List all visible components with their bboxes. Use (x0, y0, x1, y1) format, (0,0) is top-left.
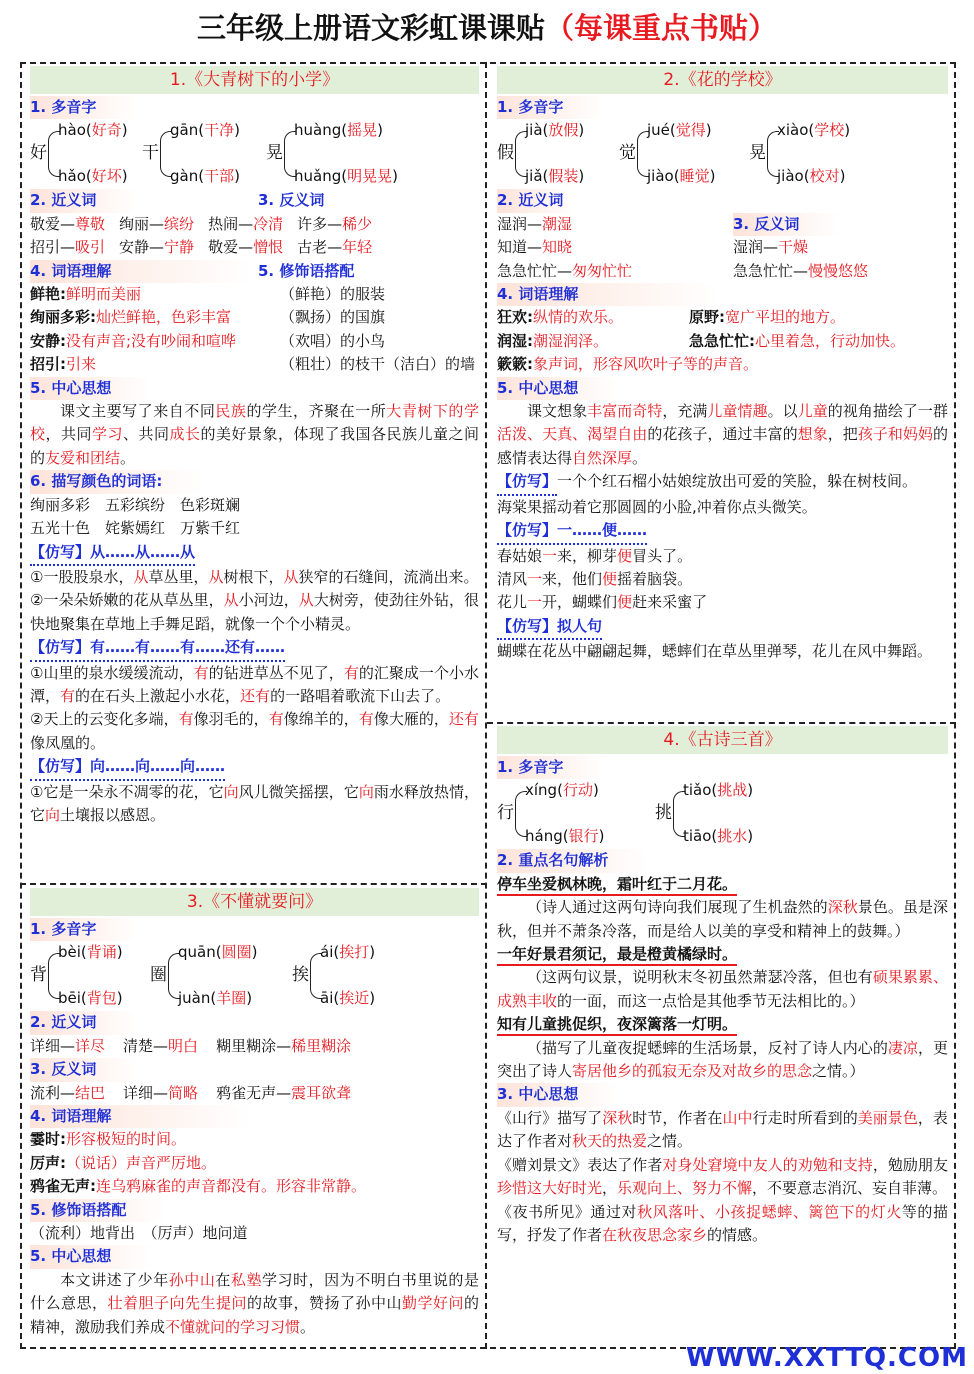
synonym-antonym-block (497, 189, 948, 283)
lesson-3-panel (22, 886, 485, 1348)
word-definition: 招引:引来 （粗壮）的枝干（洁白）的墙 (30, 353, 479, 376)
word-definition: 狂欢:纵情的欢乐。 原野:宽广平坦的地方。 (497, 308, 846, 327)
watermark: WWW.XXTTQ.COM (686, 1342, 968, 1373)
word-pair: 知道—知晓 (497, 238, 573, 257)
color-words: 五光十色 姹紫嫣红 万紫千红 (30, 519, 241, 538)
highlight: 自然深厚 (572, 448, 633, 467)
polyphone-char: 背 (30, 965, 47, 986)
color-words: 绚丽多彩 五彩缤纷 色彩斑斓 (30, 495, 241, 514)
polyphone-group (497, 119, 948, 189)
polyphone-char: 挑 (655, 803, 672, 824)
highlight: 珍惜这大好时光 (497, 1179, 603, 1198)
reading: tiāo(挑水) (683, 827, 754, 846)
section-heading: 4. 词语理解 (30, 260, 251, 283)
word-pair: 敬爱—尊敬 (30, 214, 106, 233)
antonym-list (733, 236, 868, 283)
reading: jiào(校对) (777, 167, 846, 186)
highlight: 对身处窘境中友人的劝勉和支持 (662, 1155, 873, 1174)
reading: huàng(摇晃) (294, 121, 383, 140)
reading: bēi(背包) (58, 989, 123, 1008)
highlight: 深秋 (827, 898, 858, 917)
reading: háng(银行) (525, 827, 605, 846)
highlight: 便 (617, 546, 633, 565)
imitation-heading: 【仿写】向……向……向…… (30, 755, 225, 780)
highlight: 向 (45, 805, 61, 824)
section-heading: 2. 近义词 (30, 1011, 136, 1034)
key-verse: 一年好景君须记，最是橙黄橘绿时。 (497, 944, 737, 966)
polyphone-char: 干 (142, 143, 159, 164)
word-pair: 敬爱—憎恨 (208, 238, 284, 257)
reading: ái(挨打) (320, 943, 376, 962)
reading: bèi(背诵) (58, 943, 123, 962)
highlight: 儿童情趣 (707, 402, 768, 421)
word-definition: 鲜艳:鲜明而美丽 （鲜艳）的服装 (30, 283, 479, 306)
polyphone-group (30, 941, 479, 1011)
reading: hào(好奇) (58, 121, 128, 140)
reading: huǎng(明晃晃) (294, 167, 398, 186)
section-heading: 1. 多音字 (30, 918, 136, 941)
highlight: 便 (617, 593, 633, 612)
lesson-1-panel (22, 64, 485, 882)
word-pair: 清楚—明白 (123, 1036, 199, 1055)
word-pair: 许多—稀少 (297, 214, 373, 233)
highlight: 民族 (215, 402, 247, 421)
highlight: 山中 (722, 1108, 753, 1127)
section-heading: 3. 反义词 (258, 191, 325, 210)
highlight: 活泼、天真、渴望自由 (497, 425, 648, 444)
word-pair: 安静—宁静 (119, 238, 195, 257)
lesson-header: 4.《古诗三首》 (497, 726, 948, 754)
highlight: 不懂就问的学习习惯 (165, 1317, 301, 1336)
polyphone-char: 假 (497, 143, 514, 164)
highlight: 孩子和妈妈 (857, 425, 933, 444)
imitation-sentence: ②天上的云变化多端，有像羽毛的，有像绵羊的，有像大雁的，还有像凤凰的。 (30, 710, 479, 752)
section-heading: 1. 多音字 (30, 96, 479, 119)
highlight: 在秋夜思念家乡 (602, 1225, 708, 1244)
polyphone-char: 觉 (619, 143, 636, 164)
reading: xíng(行动) (525, 781, 599, 800)
imitation-heading: 【仿写】一……便…… (497, 519, 647, 544)
verse-explanation: （这两句议景，说明秋末冬初虽然萧瑟冷落，但也有硕果累累、成熟丰收的一面，而这一点恰是其他季节无法相比的。） (497, 968, 948, 1010)
page-title: 三年级上册语文彩虹课课贴（每课重点书贴） (196, 11, 778, 45)
highlight: 有 (343, 663, 359, 682)
highlight: 寄居他乡的孤寂无奈及对故乡的思念 (572, 1062, 813, 1081)
section-heading: 4. 词语理解 (497, 283, 718, 306)
left-section-divider (20, 883, 487, 885)
lesson-header: 2.《花的学校》 (497, 66, 948, 94)
highlight: 从 (298, 591, 314, 610)
imitation-heading: 【仿写】 (497, 470, 557, 495)
word-definition: 霎时:形容极短的时间。 (30, 1130, 187, 1149)
highlight: 勤学好问 (401, 1294, 464, 1313)
highlight: 还有 (448, 710, 479, 729)
modifier-pair: （鲜艳）的服装 (280, 285, 386, 304)
reading: āi(挨近) (320, 989, 376, 1008)
modifier-pairs: （流利）地背出 （厉声）地问道 (30, 1224, 248, 1243)
central-idea: 《山行》描写了深秋时节，作者在山中行走时所看到的美丽景色，表达了作者对秋天的热爱之情。 (497, 1108, 948, 1151)
reading: juàn(羊圈) (178, 989, 253, 1008)
section-heading: 1. 多音字 (497, 96, 603, 119)
reading: gān(干净) (170, 121, 240, 140)
highlight: 乐观向上、努力不懈 (617, 1179, 753, 1198)
word-pair: 急急忙忙—慢慢悠悠 (733, 261, 869, 280)
section-heading: 3. 反义词 (733, 213, 839, 236)
word-definition: 绚丽多彩:灿烂鲜艳，色彩丰富 （飘扬）的国旗 (30, 306, 479, 329)
section-heading: 6. 描写颜色的词语: (30, 470, 202, 493)
word-pair: 古老—年轻 (297, 238, 373, 257)
section-heading: 4. 词语理解 (30, 1105, 251, 1128)
reading: jià(放假) (525, 121, 585, 140)
highlight: 有 (178, 710, 194, 729)
section-heading: 2. 重点名句解析 (497, 849, 648, 872)
word-pair: 糊里糊涂—稀里糊涂 (216, 1036, 352, 1055)
highlight: 从 (208, 567, 224, 586)
highlight: 有 (60, 686, 76, 705)
imitation-sentence: 清风一来，他们便摇着脑袋。 (497, 569, 693, 588)
highlight: 向 (223, 782, 239, 801)
word-definition: 润湿:潮湿润泽。 急急忙忙:心里着急，行动加快。 (497, 331, 906, 350)
highlight: 一 (542, 546, 558, 565)
synonym-list (497, 213, 733, 283)
section-heading: 2. 近义词 (497, 189, 573, 212)
modifier-pair: （飘扬）的国旗 (280, 308, 386, 327)
word-pair: 湿润—潮湿 (497, 214, 573, 233)
highlight: 深秋 (602, 1108, 633, 1127)
word-definition: 安静:没有声音;没有吵闹和喧哗 （欢唱）的小鸟 (30, 330, 479, 353)
imitation-sentence: 花儿一开，蝴蝶们便赶来采蜜了 (497, 593, 708, 612)
section-heading: 5. 修饰语搭配 (258, 261, 355, 280)
word-pair: 鸦雀无声—震耳欲聋 (216, 1083, 352, 1102)
polyphone-char: 挨 (292, 965, 309, 986)
central-idea: 《赠刘景文》表达了作者对身处窘境中友人的劝勉和支持，勉励朋友珍惜这大好时光，乐观向上、努力不懈，不要意志消沉、妄自菲薄。 (497, 1155, 948, 1198)
highlight: 成长 (169, 425, 201, 444)
word-pair: 绚丽—缤纷 (119, 214, 195, 233)
modifier-pair: （粗壮）的枝干（洁白）的墙 (280, 355, 476, 374)
highlight: 大青树下的学校 (30, 402, 479, 444)
section-heading: 2. 近义词 (30, 189, 136, 212)
section-heading: 1. 多音字 (497, 756, 603, 779)
word-row (30, 1035, 479, 1058)
highlight: 丰富而奇特 (587, 402, 663, 421)
polyphone-char: 好 (30, 143, 47, 164)
imitation-sentence: 海棠果摇动着它那圆圆的小脸,冲着你点头微笑。 (497, 497, 817, 516)
highlight: 从 (133, 567, 149, 586)
highlight: 孙中山 (168, 1270, 216, 1289)
central-idea: 本文讲述了少年孙中山在私塾学习时，因为不明白书里说的是什么意思，壮着胆子向先生提问的故事，赞扬了孙中山勤学好问的精神，激励我们养成不懂就问的学习习惯。 (30, 1270, 479, 1336)
highlight: 凄凉 (887, 1038, 918, 1057)
word-definitions (30, 283, 479, 377)
verse-explanation: （描写了儿童夜捉蟋蟀的生活场景，反衬了诗人内心的凄凉，更突出了诗人寄居他乡的孤寂无奈及对故乡的思念之情。） (497, 1038, 948, 1081)
highlight: 秋风落叶、小孩捉蟋蟀、篱笆下的灯火 (637, 1202, 902, 1221)
lesson-header: 1.《大青树下的小学》 (30, 66, 479, 94)
word-row (30, 213, 479, 236)
column-divider (485, 62, 487, 1349)
word-definition: 簌簌:象声词，形容风吹叶子等的声音。 (497, 355, 759, 374)
imitation-sentence: ①一股股泉水，从草丛里，从树根下，从狭窄的石缝间，流淌出来。 (30, 567, 479, 586)
highlight: 壮着胆子向先生提问 (107, 1294, 247, 1313)
section-heading: 3. 反义词 (30, 1058, 136, 1081)
highlight: 一 (527, 569, 543, 588)
imitation-heading: 【仿写】有……有……有……还有…… (30, 636, 285, 661)
highlight: 便 (602, 569, 618, 588)
imitation-sentence: 【仿写】一个个红石榴小姑娘绽放出可爱的笑脸，躲在树枝间。 (497, 470, 948, 495)
highlight: 私塾 (230, 1270, 262, 1289)
lesson-2-panel (489, 64, 954, 721)
lesson-header: 3.《不懂就要问》 (30, 888, 479, 916)
polyphone-group (30, 119, 479, 189)
word-pair: 湿润—干燥 (733, 238, 809, 257)
highlight: 想象 (797, 425, 828, 444)
central-idea: 课文主要写了来自不同民族的学生，齐聚在一所大青树下的学校，共同学习、共同成长的美好景象，体现了我国各民族儿童之间的友爱和团结。 (30, 402, 479, 467)
word-row (30, 1082, 479, 1105)
highlight: 秋天的热爱 (572, 1132, 648, 1151)
imitation-heading: 【仿写】拟人句 (497, 615, 602, 640)
highlight: 有 (268, 710, 284, 729)
highlight: 有 (358, 710, 374, 729)
word-definitions (30, 1128, 479, 1198)
section-heading: 5. 修饰语搭配 (30, 1199, 166, 1222)
polyphone-char: 圈 (150, 965, 167, 986)
highlight: 友爱和团结 (45, 448, 121, 467)
central-idea: 《夜书所见》通过对秋风落叶、小孩捉蟋蟀、篱笆下的灯火等的描写，抒发了作者在秋夜思念家乡的情感。 (497, 1202, 948, 1244)
imitation-sentence: ②一朵朵娇嫩的花从草丛里，从小河边，从大树旁，使劲往外钻，很快地聚集在草地上手舞足蹈，就像一个个小精灵。 (30, 591, 479, 633)
highlight: 儿童 (797, 402, 828, 421)
word-pair: 急急忙忙—匆匆忙忙 (497, 261, 633, 280)
highlight: 美丽景色 (857, 1108, 918, 1127)
highlight: 学习 (92, 425, 123, 444)
word-definition: 厉声:（说话）声音严厉地。 (30, 1153, 217, 1172)
verse-explanation: （诗人通过这两句诗向我们展现了生机盎然的深秋景色。虽是深秋，但并不萧条冷落，而是给人以美的享受和精神上的鼓舞。） (497, 898, 948, 940)
highlight: 从 (283, 567, 299, 586)
polyphone-char: 晃 (749, 143, 766, 164)
imitation-sentence: ①山里的泉水缓缓流动，有的钻进草丛不见了，有的汇聚成一个小水潭，有的在石头上激起小水花，还有的一路唱着歌流下山去了。 (30, 663, 479, 705)
reading: jiào(睡觉) (647, 167, 716, 186)
section-heading: 5. 中心思想 (497, 377, 618, 400)
reading: hǎo(好坏) (58, 167, 128, 186)
reading: tiǎo(挑战) (683, 781, 754, 800)
highlight: 有 (193, 663, 209, 682)
polyphone-group (497, 779, 948, 849)
section-heading: 5. 中心思想 (30, 377, 151, 400)
imitation-sentence: 春姑娘一来，柳芽便冒头了。 (497, 546, 693, 565)
section-heading: 3. 中心思想 (497, 1083, 618, 1106)
highlight: 向 (358, 782, 374, 801)
key-verse: 停车坐爱枫林晚，霜叶红于二月花。 (497, 874, 737, 896)
word-definitions (497, 306, 948, 353)
highlight: 硕果累累、成熟丰收 (497, 968, 948, 1010)
imitation-heading: 【仿写】从……从……从 (30, 541, 195, 566)
reading: xiào(学校) (777, 121, 851, 140)
imitation-sentence: ①它是一朵永不凋零的花，它向风儿微笑摇摆，它向雨水释放热情，它向土壤报以感恩。 (30, 782, 479, 824)
highlight: 从 (223, 591, 239, 610)
key-verse: 知有儿童挑促织，夜深篱落一灯明。 (497, 1014, 737, 1036)
modifier-pair: （欢唱）的小鸟 (280, 331, 386, 350)
word-pair: 详细—简略 (123, 1083, 199, 1102)
word-pair: 招引—吸引 (30, 238, 106, 257)
imitation-sentence: 蝴蝶在花丛中翩翩起舞，蟋蟀们在草丛里弹琴，花儿在风中舞蹈。 (497, 642, 933, 661)
highlight: 还有 (240, 686, 271, 705)
word-row (30, 236, 479, 259)
polyphone-char: 行 (497, 803, 514, 824)
reading: quān(圆圈) (178, 943, 258, 962)
section-heading: 5. 中心思想 (30, 1245, 151, 1268)
reading: jiǎ(假装) (525, 167, 585, 186)
word-pair: 详细—详尽 (30, 1036, 106, 1055)
highlight: 一 (527, 593, 543, 612)
reading: gàn(干部) (170, 167, 240, 186)
reading: jué(觉得) (647, 121, 712, 140)
central-idea: 课文想象丰富而奇特，充满儿童情趣。以儿童的视角描绘了一群活泼、天真、渴望自由的花孩子，通过丰富的想象，把孩子和妈妈的感情表达得自然深厚。 (497, 402, 948, 467)
polyphone-char: 晃 (266, 143, 283, 164)
lesson-4-panel (489, 724, 954, 1348)
word-pair: 流利—结巴 (30, 1083, 106, 1102)
word-pair: 热闹—冷清 (208, 214, 284, 233)
word-definition: 鸦雀无声:连乌鸦麻雀的声音都没有。形容非常静。 (30, 1177, 367, 1196)
